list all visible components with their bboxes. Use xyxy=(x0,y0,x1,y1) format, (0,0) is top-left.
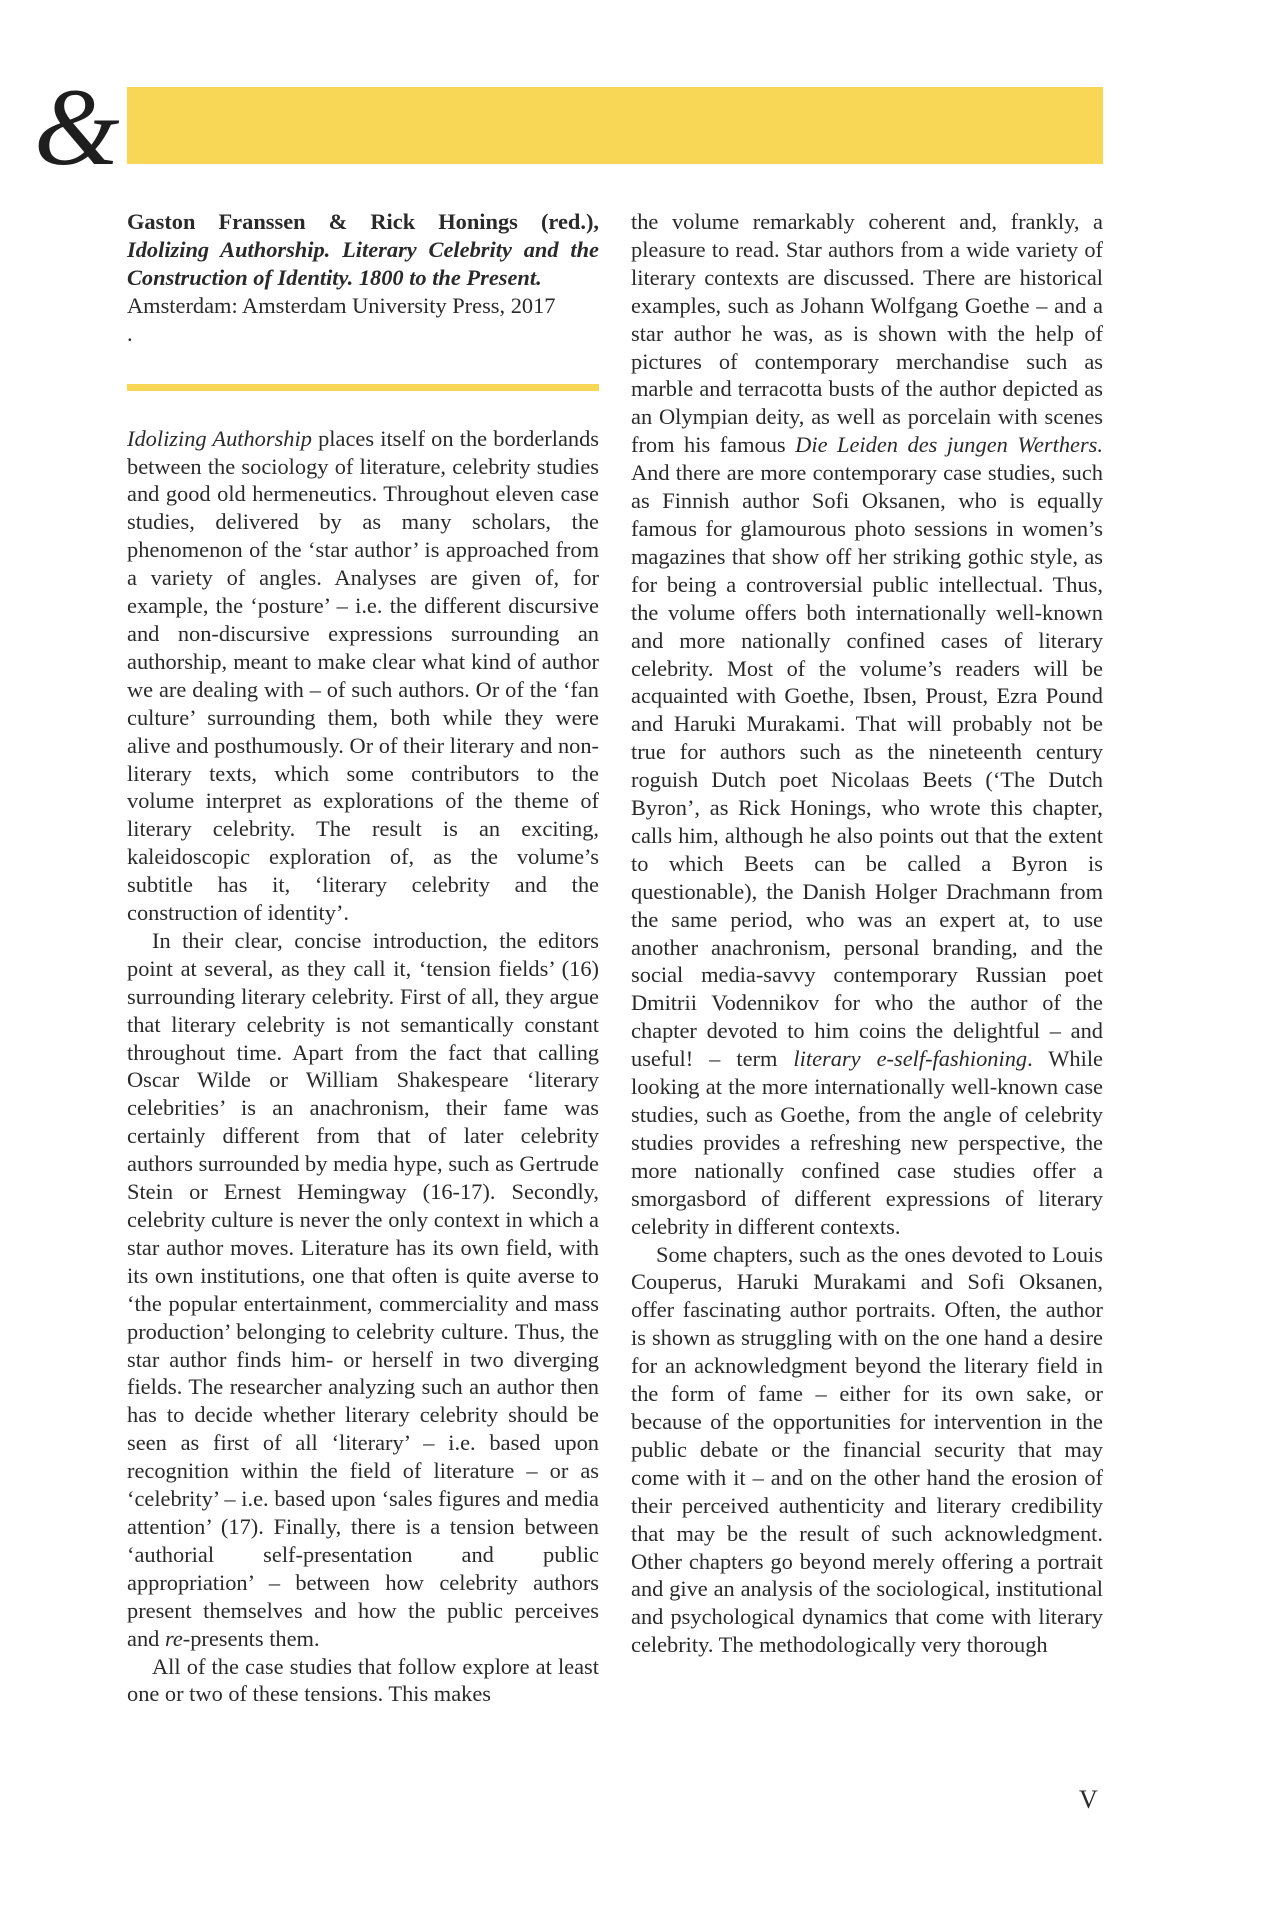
werther-title: Die Leiden des jungen Werthers. xyxy=(795,432,1103,458)
page-number: V xyxy=(1079,1785,1098,1814)
paragraph-1 xyxy=(127,425,599,927)
paragraph-3-part-c: . While looking at the more internationally well-known case studies, such as Goethe, from the angle of celebrity studies provides a refreshing new perspective, the more nationally confined case studies offer a smorgasbord of different expressions of literary celebrity in different contexts. xyxy=(631,1046,1103,1239)
right-column xyxy=(631,208,1103,1659)
paragraph-2-italic: re xyxy=(164,1625,183,1651)
review-heading xyxy=(127,208,599,348)
paragraph-3-part-b: And there are more contemporary case studies, such as Finnish author Sofi Oksanen, who is equally famous for glamourous photo sessions in women’s magazines that show off her striking gothic style, as for being a controversial public intellectual. Thus, the volume offers both internationally well-known and more nationally confined cases of literary celebrity. Most of the volume’s readers will be acquainted with Goethe, Ibsen, Proust, Ezra Pound and Haruki Murakami. That will probably not be true for authors such as the nineteenth century roguish Dutch poet Nicolaas Beets (‘The Dutch Byron’, as Rick Honings, who wrote this chapter, calls him, although he also points out that the extent to which Beets can be called a Byron is questionable), the Danish Holger Drachmann from the same period, who was an expert at, to use another anachronism, personal branding, and the social media-savvy contemporary Russian poet Dmitrii Vodennikov for who the author of the chapter devoted to him coins the delightful – and useful! – term xyxy=(631,460,1103,1072)
book-authors: Gaston Franssen & Rick Honings (red.), xyxy=(127,209,599,234)
book-publisher: Amsterdam: Amsterdam University Press, 2017 xyxy=(127,292,556,318)
heading-dot: . xyxy=(127,320,133,346)
ampersand-logo: & xyxy=(34,66,120,188)
book-title: Idolizing Authorship. Literary Celebrity and the Construction of Identity. 1800 to the Present. xyxy=(127,236,599,290)
paragraph-3: All of the case studies that follow explore at least one or two of these tensions. This makes xyxy=(127,1653,599,1707)
heading-title-line xyxy=(127,208,599,292)
paragraph-3-continued xyxy=(631,208,1103,1241)
paragraph-1-text: places itself on the borderlands between the sociology of literature, celebrity studies and good old hermeneutics. Throughout eleven case studies, delivered by as many scholars, the phenomenon of the ‘star author’ is approached from a variety of angles. Analyses are given of, for example, the ‘posture’ – i.e. the different discursive and non-discursive expressions surrounding an authorship, meant to make clear what kind of author we are dealing with – of such authors. Or of the ‘fan culture’ surrounding them, both while they were alive and posthumously. Or of their literary and non-literary texts, which some contributors to the volume interpret as explorations of the theme of literary celebrity. The result is an exciting, kaleidoscopic exploration of, as the volume’s subtitle has it, ‘literary celebrity and the construction of identity’. xyxy=(127,425,599,926)
paragraph-4: Some chapters, such as the ones devoted to Louis Couperus, Haruki Murakami and Sofi Oksanen, offer fascinating author portraits. Often, the author is shown as struggling with on the one hand a desire for an acknowledgment beyond the literary field in the form of fame – either for its own sake, or because of the opportunities for intervention in the public debate or the financial security that may come with it – and on the other hand the erosion of their perceived authenticity and literary credibility that may be the result of such acknowledgment. Other chapters go beyond merely offering a portrait and give an analysis of the sociological, institutional and psychological dynamics that come with literary celebrity. The methodologically very thorough xyxy=(631,1241,1103,1658)
left-column xyxy=(127,208,599,1708)
paragraph-2-text: In their clear, concise introduction, the editors point at several, as they call it, ‘tension fields’ (16) surrounding literary celebrity. First of all, they argue that literary celebrity is not semantically constant throughout time. Apart from the fact that calling Oscar Wilde or William Shakespeare ‘literary celebrities’ is an anachronism, their fame was certainly different from that of later celebrity authors surrounded by media hype, such as Gertrude Stein or Ernest Hemingway (16-17). Secondly, celebrity culture is never the only context in which a star author moves. Literature has its own field, with its own institutions, one that often is quite averse to ‘the popular entertainment, commerciality and mass production’ belonging to celebrity culture. Thus, the star author finds him- or herself in two diverging fields. The researcher analyzing such an author then has to decide whether literary celebrity should be seen as first of all ‘literary’ – i.e. based upon recognition within the field of literature – or as ‘celebrity’ – i.e. based upon ‘sales figures and media attention’ (17). Finally, there is a tension between ‘authorial self-presentation and public appropriation’ – between how celebrity authors present themselves and how the public perceives and xyxy=(127,927,599,1651)
heading-divider-bar xyxy=(127,384,599,391)
paragraph-3-part-a: the volume remarkably coherent and, frankly, a pleasure to read. Star authors from a wide variety of literary contexts are discussed. There are historical examples, such as Johann Wolfgang Goethe – and a star author he was, as is shown with the help of pictures of contemporary merchandise such as marble and terracotta busts of the author depicted as an Olympian deity, as well as porcelain with scenes from his famous xyxy=(631,209,1103,458)
header-accent-bar xyxy=(127,87,1103,164)
paragraph-2 xyxy=(127,927,599,1653)
book-title-italic: Idolizing Authorship xyxy=(127,425,312,451)
e-self-fashioning-term: literary e-self-fashioning xyxy=(793,1046,1028,1072)
paragraph-2-end: -presents them. xyxy=(182,1625,320,1651)
